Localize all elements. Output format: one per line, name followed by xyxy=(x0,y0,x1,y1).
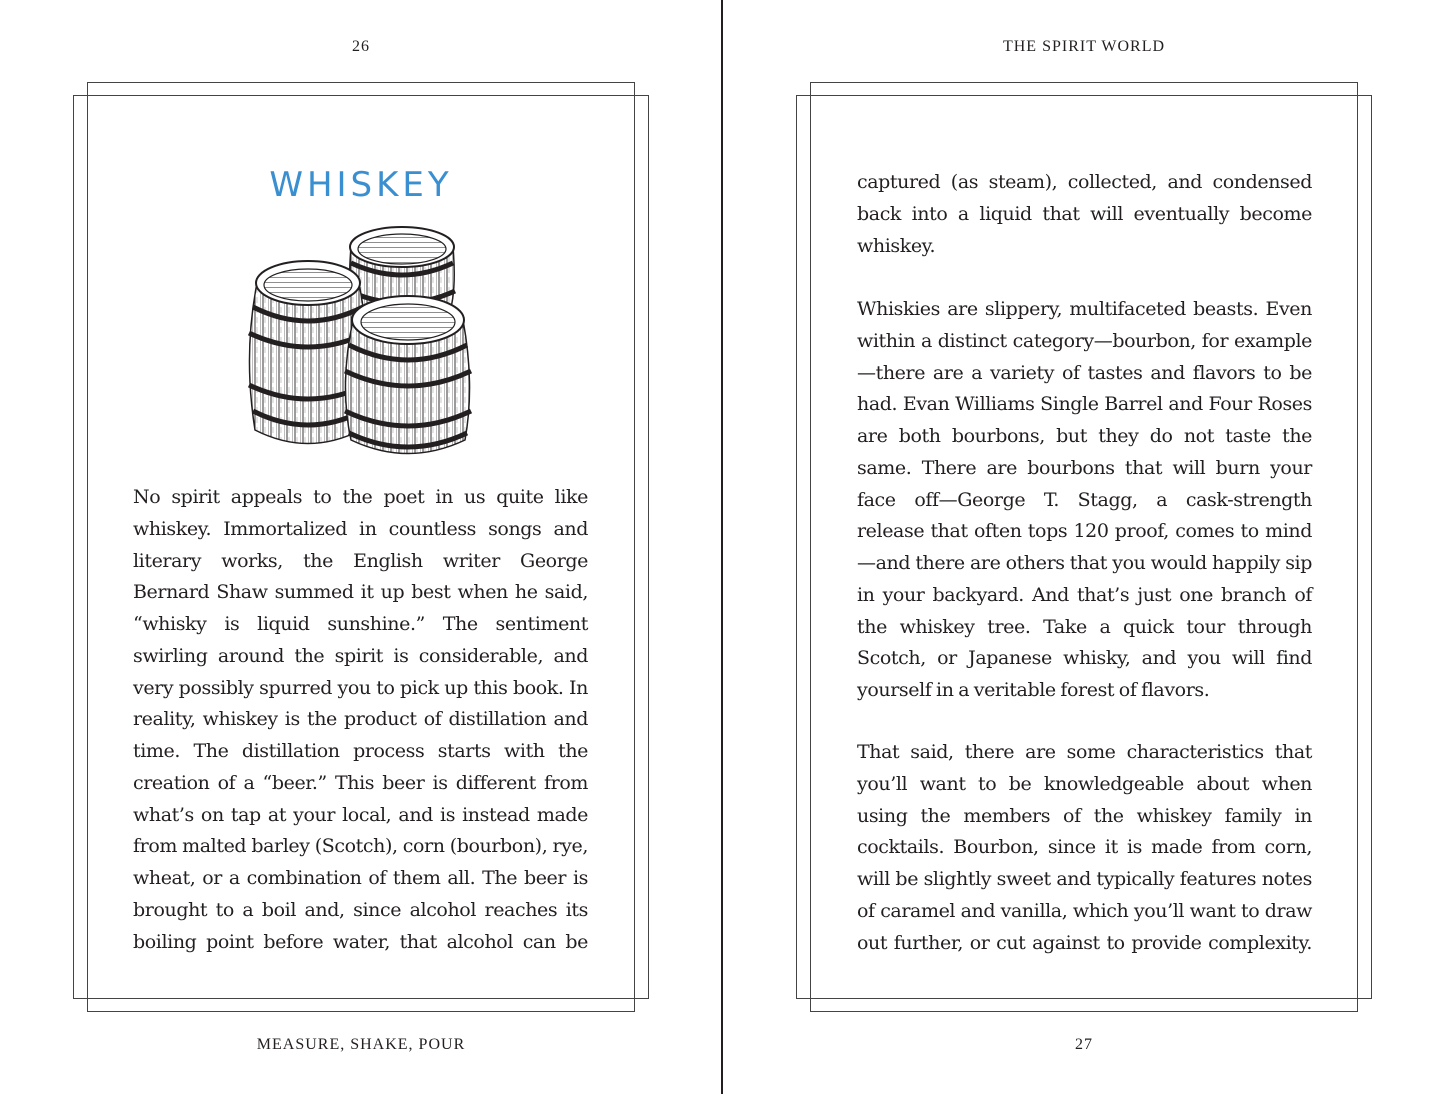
right-paragraph-1: captured (as steam), collected, and condensed back into a liquid that will eventually become whiskey. xyxy=(857,171,1312,257)
right-page xyxy=(723,0,1445,1094)
page-number-right: 27 xyxy=(1075,1036,1093,1053)
left-page xyxy=(0,0,722,1094)
chapter-title: WHISKEY xyxy=(269,165,453,205)
right-paragraph-3: That said, there are some characteristics that you’ll want to be knowledgeable about when using the members of the whiskey family in cocktails. Bourbon, since it is made from corn, will be slightly sweet and typically features notes of caramel and vanilla, which you’ll want to draw out further, or cut against to provide complexity. xyxy=(857,741,1312,954)
page-number-left: 26 xyxy=(352,38,370,55)
left-paragraph-1: No spirit appeals to the poet in us quite like whiskey. Immortalized in countless songs and literary works, the English writer George Bernard Shaw summed it up best when he said, “whisky is liquid sunshine.” The sentiment swirling around the spirit is considerable, and very possibly spurred you to pick up this book. In reality, whiskey is the product of distillation and time. The distillation process starts with the creation of a “beer.” This beer is different from what’s on tap at your local, and is instead made from malted barley (Scotch), corn (bourbon), rye, wheat, or a combination of them all. The beer is brought to a boil and, since alcohol reaches its boiling point before water, that alcohol can be xyxy=(133,486,588,953)
front-barrel xyxy=(345,296,471,454)
running-header: THE SPIRIT WORLD xyxy=(1002,38,1166,55)
whiskey-barrels-illustration xyxy=(243,225,473,461)
running-footer: MEASURE, SHAKE, POUR xyxy=(256,1036,466,1053)
right-paragraph-2: Whiskies are slippery, multifaceted beasts. Even within a distinct category—bourbon, for example—there are a variety of tastes and flavors to be had. Evan Williams Single Barrel and Four Roses are both bourbons, but they do not taste the same. There are bourbons that will burn your face off—George T. Stagg, a cask-strength release that often tops 120 proof, comes to mind—and there are others that you would happily sip in your backyard. And that’s just one branch of the whiskey tree. Take a quick tour through Scotch, or Japanese whisky, and you will find yourself in a veritable forest of flavors. xyxy=(857,298,1312,701)
